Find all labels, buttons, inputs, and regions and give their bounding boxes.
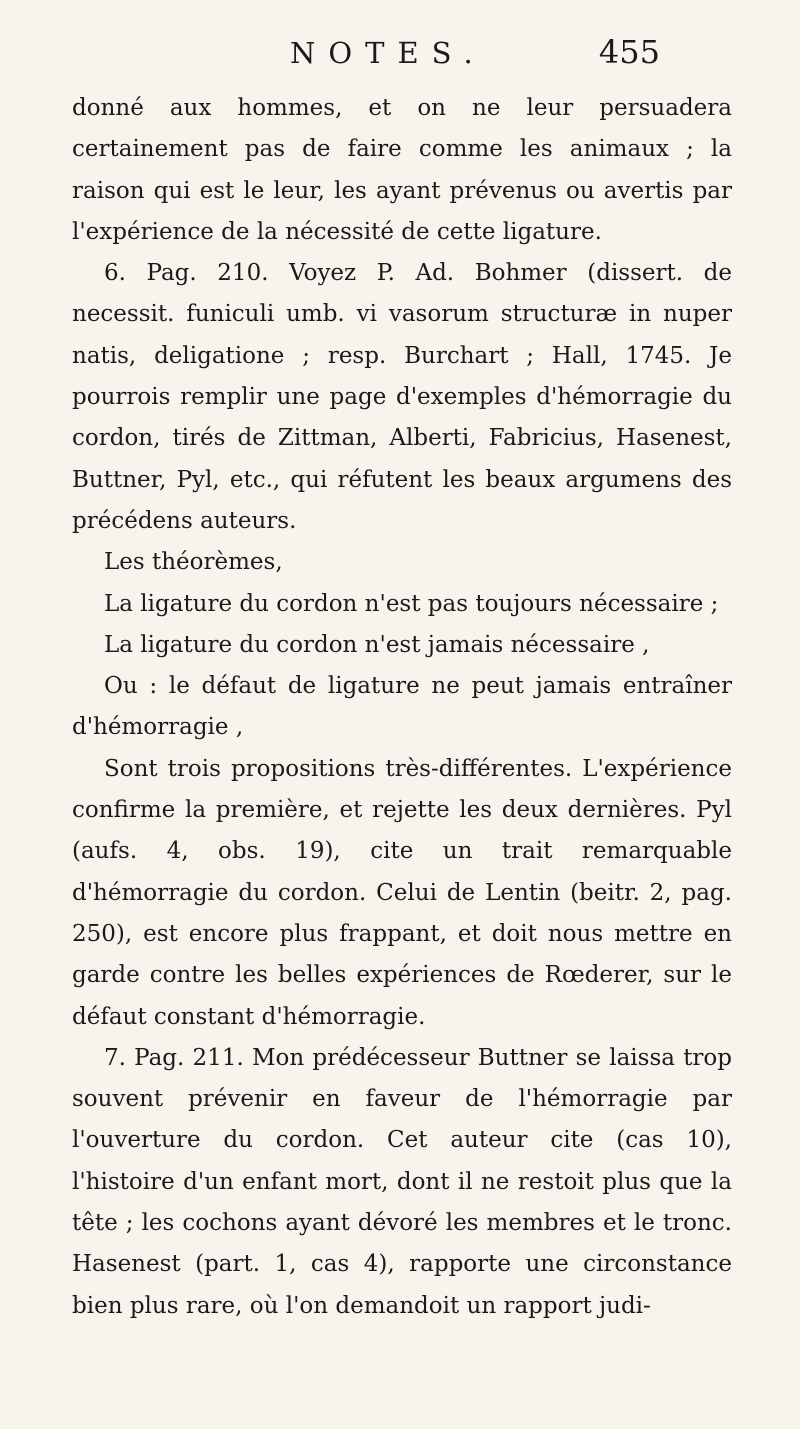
body-text [72, 88, 732, 1327]
paragraph: Ou : le défaut de ligature ne peut jamais entraîner d'hémorragie , [72, 673, 732, 741]
running-head [0, 33, 800, 76]
page-number: 455 [598, 33, 660, 71]
running-title: NOTES. [290, 36, 486, 70]
paragraph: Sont trois propositions très-différentes. L'expérience confirme la première, et rejette les deux dernières. Pyl (aufs. 4, obs. 19), cite un trait remarquable d'hémorragie du cordon. Celui de Lentin (beitr. 2, pag. 250), est encore plus frappant, et doit nous mettre en garde contre les belles expériences de Rœderer, sur le défaut constant d'hémorragie. [72, 755, 732, 1030]
paragraph: La ligature du cordon n'est pas toujours nécessaire ; [104, 590, 719, 617]
paragraph: 7. Pag. 211. Mon prédécesseur Buttner se laissa trop souvent prévenir en faveur de l'hémorragie par l'ouverture du cordon. Cet auteur cite (cas 10), l'histoire d'un enfant mort, dont il ne restoit plus que la tête ; les cochons ayant dévoré les membres et le tronc. Hasenest (part. 1, cas 4), rapporte une circonstance bien plus rare, où l'on demandoit un rapport judi- [72, 1044, 732, 1319]
paragraph: Les théorèmes, [104, 549, 283, 576]
paragraph: donné aux hommes, et on ne leur persuadera certainement pas de faire comme les animaux ; la raison qui est le leur, les ayant prévenus ou avertis par l'expérience de la nécessité de cette ligature. [72, 95, 732, 245]
paragraph: La ligature du cordon n'est jamais nécessaire , [104, 631, 650, 658]
paragraph: 6. Pag. 210. Voyez P. Ad. Bohmer (dissert. de necessit. funiculi umb. vi vasorum structuræ in nuper natis, deligatione ; resp. Burchart ; Hall, 1745. Je pourrois remplir une page d'exemples d'hémorragie du cordon, tirés de Zittman, Alberti, Fabricius, Hasenest, Buttner, Pyl, etc., qui réfutent les beaux argumens des précédens auteurs. [72, 260, 732, 534]
